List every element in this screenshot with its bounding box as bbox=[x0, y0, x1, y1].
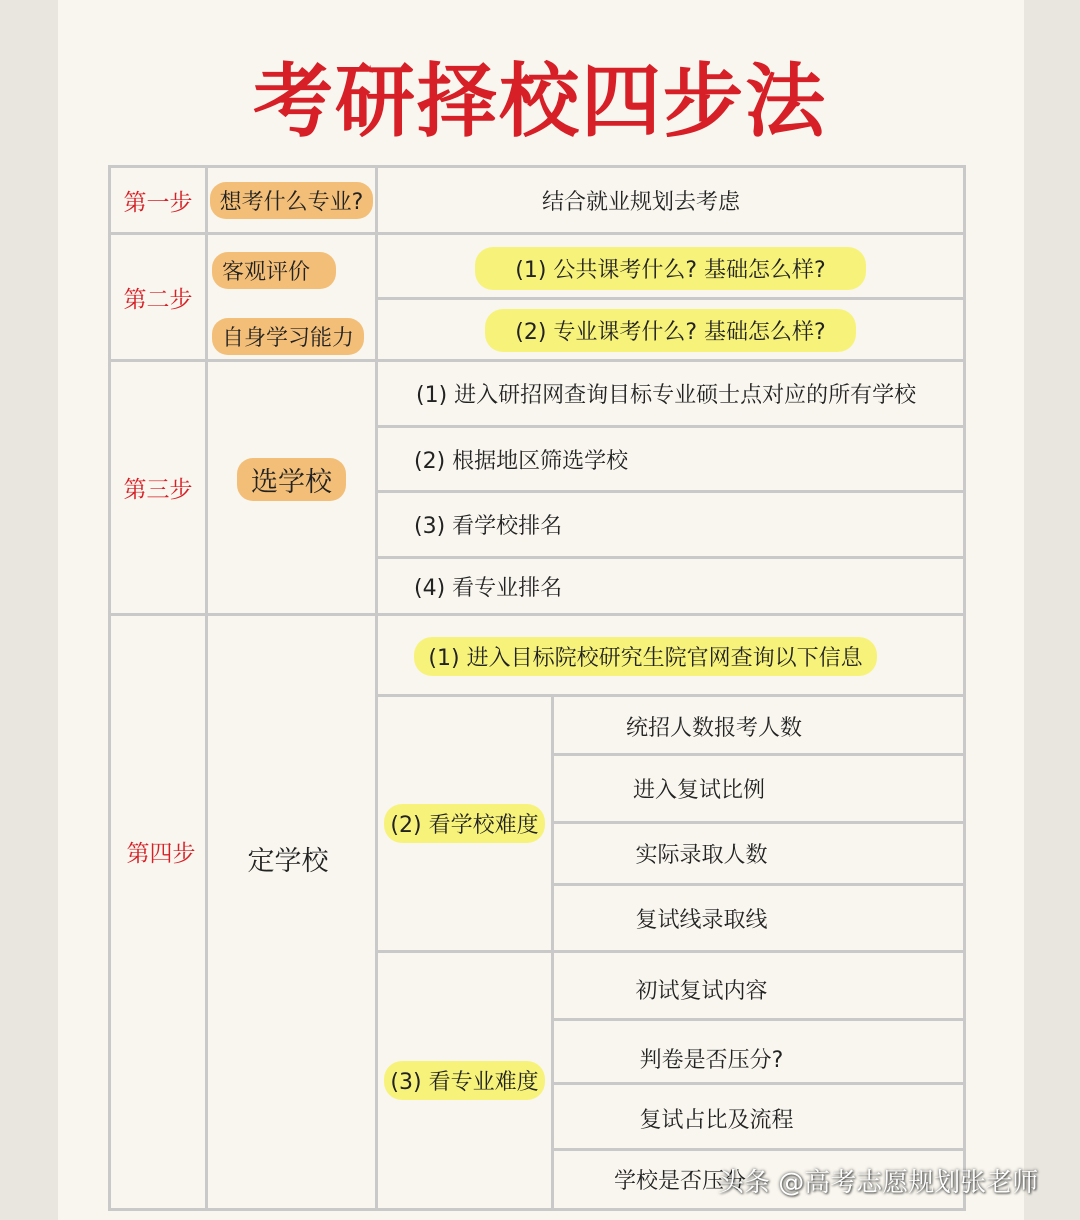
step-4-item-3-sub-3: 复试占比及流程 bbox=[639, 1107, 794, 1133]
step-2-eval-cell-2 bbox=[212, 316, 372, 356]
step-1-question: 想考什么专业? bbox=[210, 182, 374, 219]
step-4-topic: 定学校 bbox=[247, 846, 329, 877]
step-4-item-3-sub-1: 初试复试内容 bbox=[635, 978, 768, 1004]
step-3-label: 第三步 bbox=[123, 477, 193, 503]
step-4-item-2-sub-1: 统招人数报考人数 bbox=[625, 716, 802, 741]
step-3-item-3: (3) 看学校排名 bbox=[414, 514, 563, 539]
step-4-item-3: (3) 看专业难度 bbox=[384, 1061, 544, 1100]
table-border-right bbox=[963, 165, 966, 1211]
step-4-item-2-sub-3: 实际录取人数 bbox=[635, 843, 768, 868]
step-2-item-2-cell bbox=[378, 302, 963, 359]
step-4-item-2-sub-4: 复试线录取线 bbox=[635, 907, 768, 933]
step-2-eval-cell-1 bbox=[212, 250, 372, 290]
step-4-item-2-sub-2: 进入复试比例 bbox=[632, 778, 765, 803]
step-1-label: 第一步 bbox=[123, 189, 193, 216]
step-4-item-3-sub-4: 学校是否压分 bbox=[614, 1169, 747, 1194]
step-4-label: 第四步 bbox=[126, 840, 196, 867]
table-border-bottom bbox=[108, 1208, 966, 1211]
step-4-item-3-sub-2: 判卷是否压分? bbox=[639, 1047, 784, 1073]
step-3-item-1: (1) 进入研招网查询目标专业硕士点对应的所有学校 bbox=[416, 383, 917, 408]
row-divider bbox=[554, 1018, 963, 1021]
step-4-item-2: (2) 看学校难度 bbox=[384, 804, 544, 843]
step-2-label: 第二步 bbox=[123, 286, 193, 313]
step-1-answer: 结合就业规划去考虑 bbox=[541, 189, 740, 215]
row-divider bbox=[378, 297, 963, 300]
page-title: 考研择校四步法 bbox=[253, 55, 827, 148]
watermark: 头条 @高考志愿规划张老师 bbox=[718, 1168, 1039, 1198]
step-2-eval-1: 客观评价 bbox=[212, 252, 336, 289]
step-4-item-3-cell bbox=[378, 953, 551, 1208]
step-2-item-1-cell bbox=[378, 240, 963, 297]
step-4-item-1-cell bbox=[378, 628, 913, 684]
step-4-item-2-cell bbox=[378, 697, 551, 950]
step-3-item-4: (4) 看专业排名 bbox=[414, 575, 563, 601]
step-3-topic-cell bbox=[208, 362, 375, 597]
step-3-topic: 选学校 bbox=[237, 458, 346, 501]
step-2-item-2: (2) 专业课考什么? 基础怎么样? bbox=[485, 309, 856, 352]
step-2-eval-2: 自身学习能力 bbox=[212, 318, 364, 355]
step-2-item-1: (1) 公共课考什么? 基础怎么样? bbox=[475, 247, 866, 290]
step-4-item-1: (1) 进入目标院校研究生院官网查询以下信息 bbox=[414, 637, 876, 676]
step-divider bbox=[108, 232, 966, 235]
step-3-item-2: (2) 根据地区筛选学校 bbox=[414, 448, 629, 474]
step-1-question-cell bbox=[208, 168, 375, 232]
